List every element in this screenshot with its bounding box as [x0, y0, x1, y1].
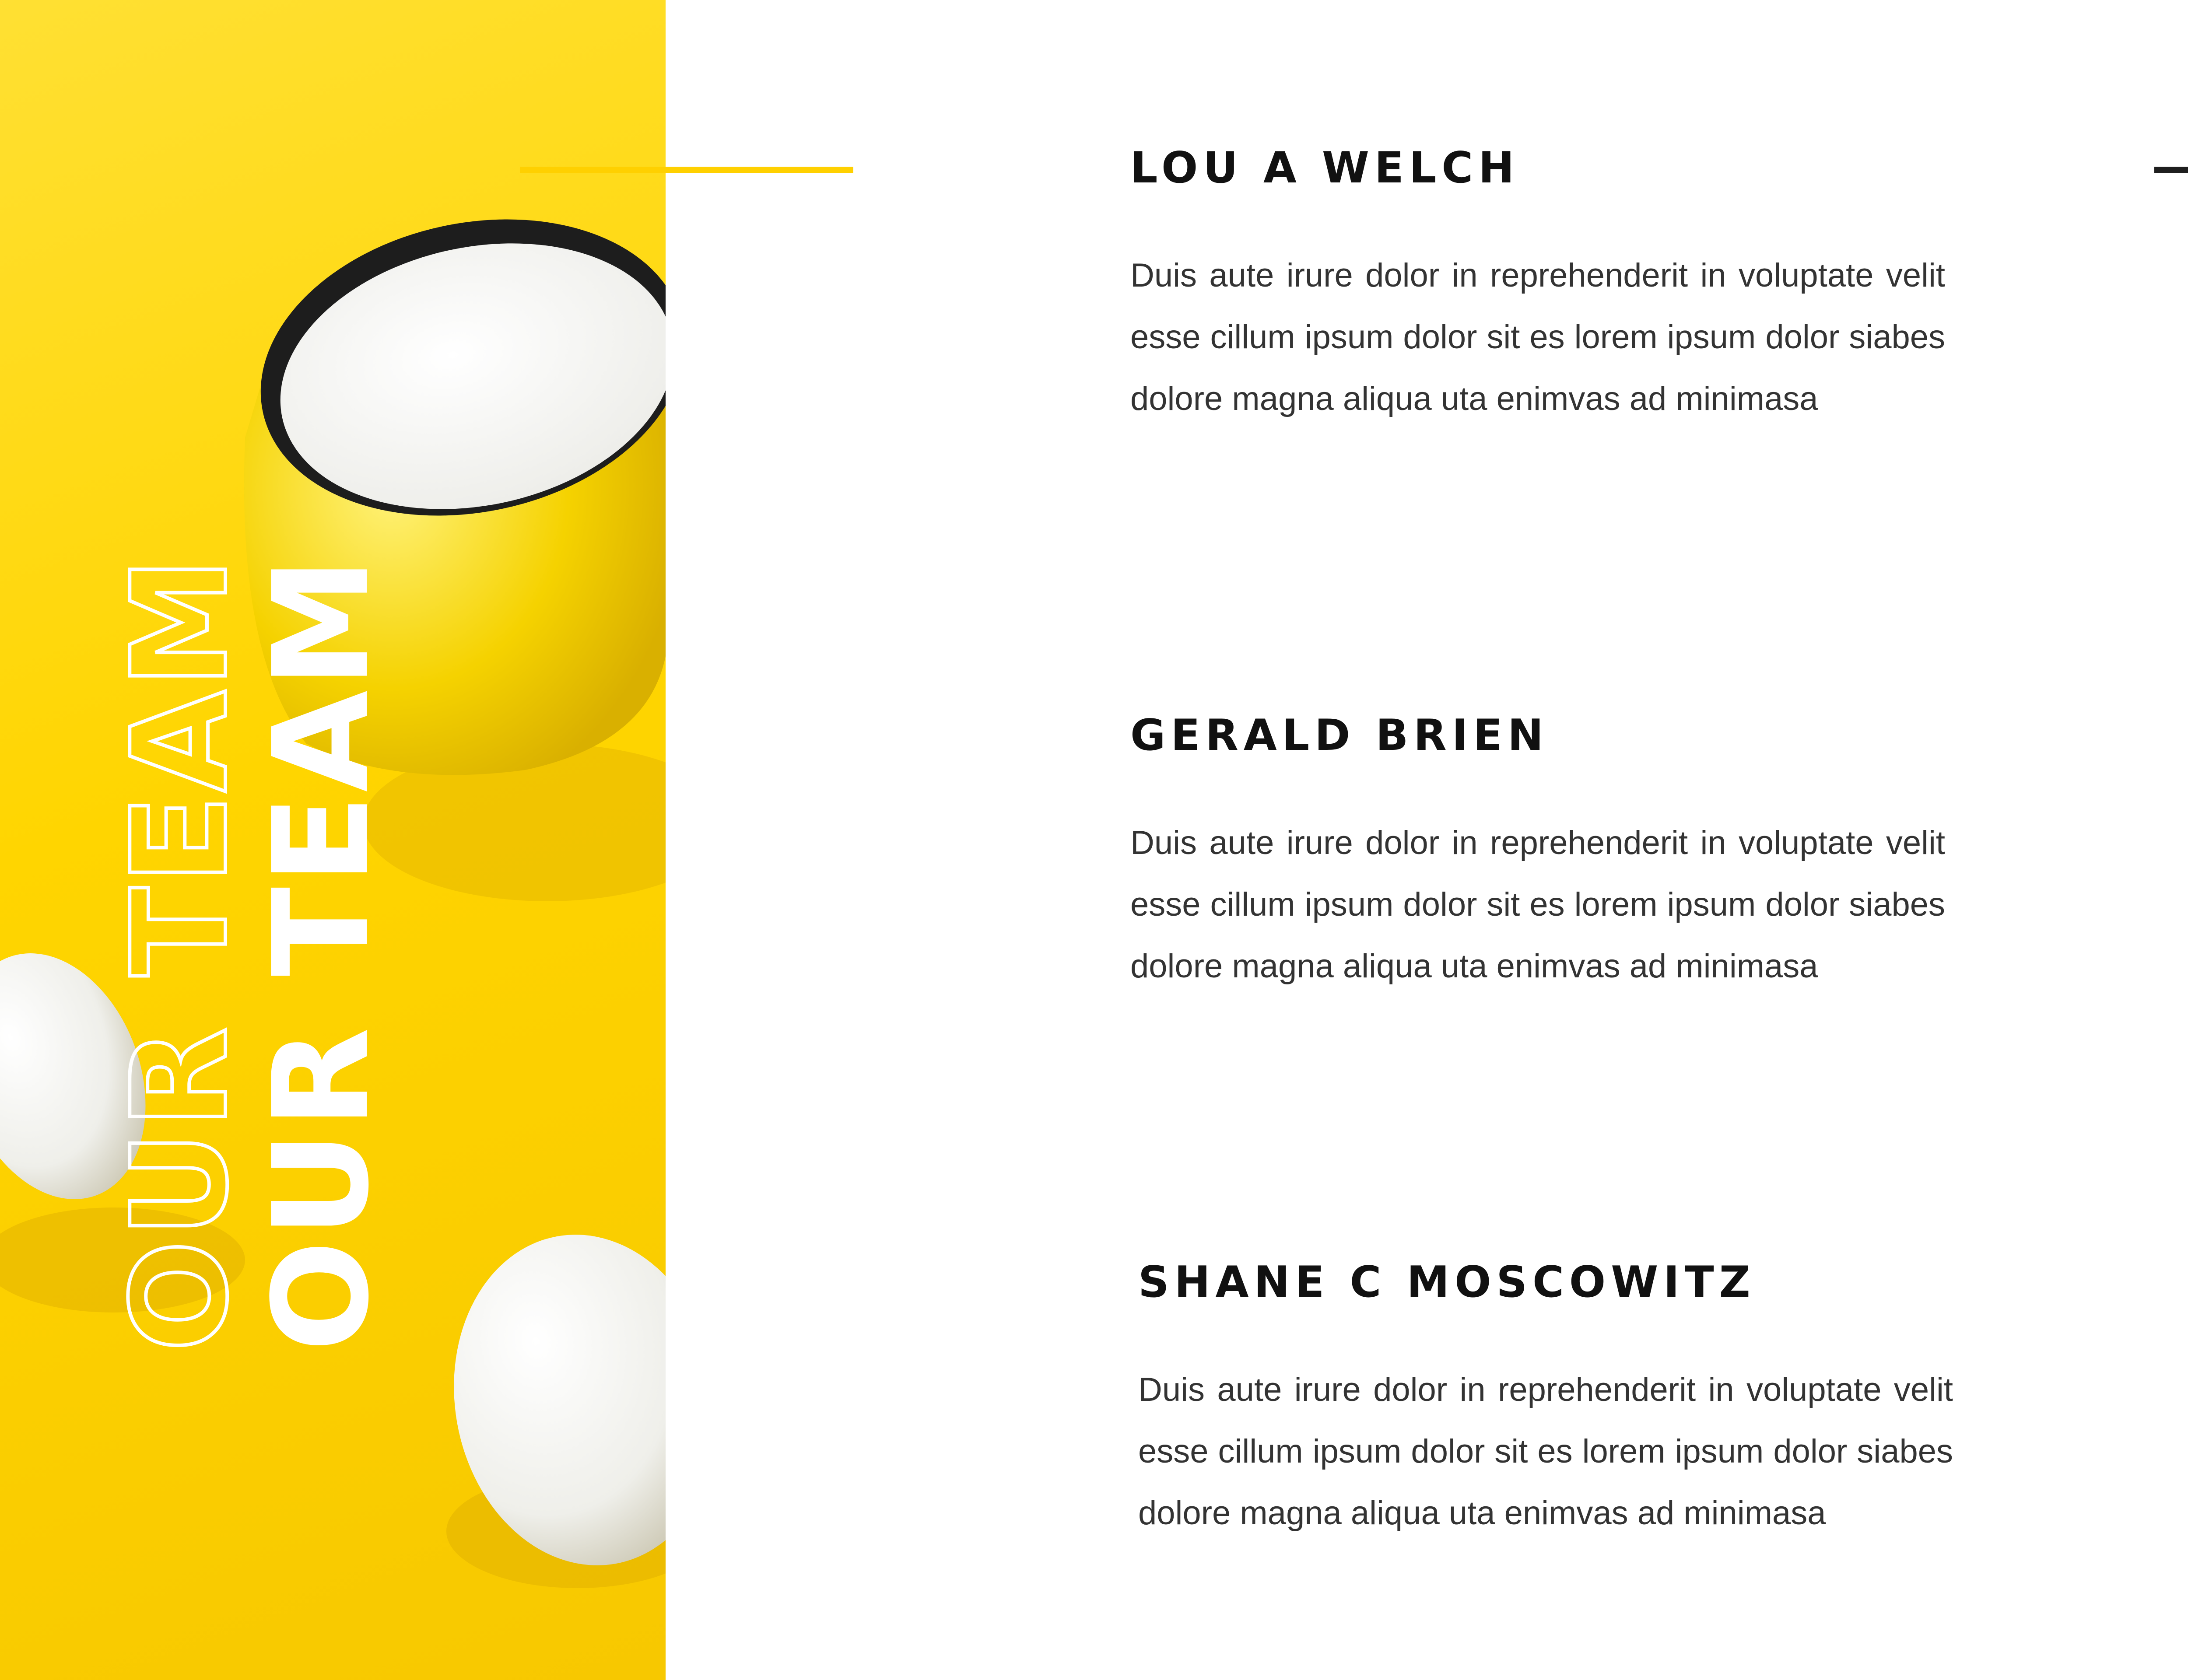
dark-accent-line	[2154, 167, 2188, 173]
member-card	[1130, 143, 1953, 430]
member-name: GERALD BRIEN	[1130, 710, 1549, 760]
left-photo-panel	[0, 0, 666, 1680]
member-description: Duis aute irure dolor in reprehenderit in voluptate velit esse cillum ipsum dolor sit es lorem ipsum dolor siabes dolore magna aliqua uta enimvas ad minimasa	[1130, 824, 1945, 985]
member-card	[1130, 710, 1953, 997]
member-name: SHANE C MOSCOWITZ	[1138, 1257, 1756, 1307]
yellow-accent-line	[520, 167, 853, 173]
member-card	[1138, 1257, 1961, 1544]
member-description: Duis aute irure dolor in reprehenderit in voluptate velit esse cillum ipsum dolor sit es lorem ipsum dolor siabes dolore magna aliqua uta enimvas ad minimasa	[1138, 1371, 1953, 1532]
member-description: Duis aute irure dolor in reprehenderit in voluptate velit esse cillum ipsum dolor sit es lorem ipsum dolor siabes dolore magna aliqua uta enimvas ad minimasa	[1130, 257, 1945, 417]
vertical-title-outline: OUR TEAM	[104, 554, 256, 1352]
vertical-title-solid: OUR TEAM	[245, 554, 398, 1352]
member-name: LOU A WELCH	[1130, 143, 1520, 193]
